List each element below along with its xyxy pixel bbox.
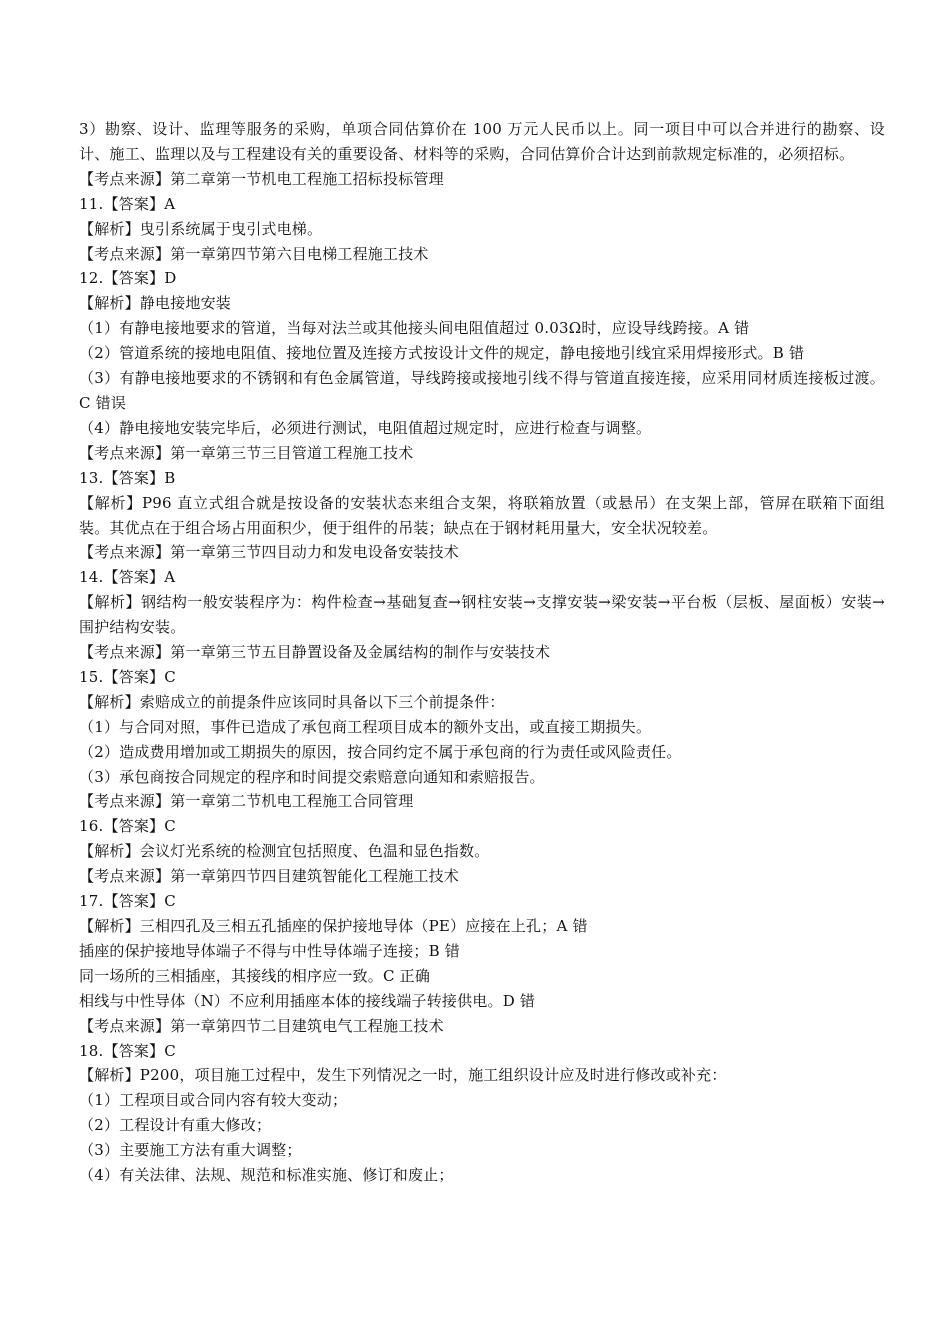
list-item: （4）静电接地安装完毕后，必须进行测试，电阻值超过规定时，应进行检查与调整。 — [79, 418, 652, 437]
analysis-line: 【解析】P200，项目施工过程中，发生下列情况之一时，施工组织设计应及时进行修改或补充： — [79, 1066, 727, 1085]
source-line: 【考点来源】第一章第四节第六目电梯工程施工技术 — [79, 244, 429, 263]
answer-line: 16.【答案】C — [79, 817, 176, 836]
list-item: （4）有关法律、法规、规范和标准实施、修订和废止； — [79, 1166, 454, 1185]
source-line: 【考点来源】第一章第四节二目建筑电气工程施工技术 — [79, 1016, 444, 1035]
analysis-line: 【解析】索赔成立的前提条件应该同时具备以下三个前提条件： — [79, 692, 505, 711]
source-line: 【考点来源】第一章第二节机电工程施工合同管理 — [79, 792, 414, 811]
document-page — [79, 117, 885, 1188]
answer-line: 15.【答案】C — [79, 667, 176, 686]
analysis-line: 【解析】静电接地安装 — [79, 294, 232, 313]
answer-line: 14.【答案】A — [79, 568, 176, 587]
answer-line: 12.【答案】D — [79, 269, 177, 288]
source-line: 【考点来源】第一章第三节四目动力和发电设备安装技术 — [79, 543, 460, 562]
paragraph: 3）勘察、设计、监理等服务的采购，单项合同估算价在 100 万元人民币以上。同一项目中可以合并进行的勘察、设计、施工、监理以及与工程建设有关的重要设备、材料等的采购，合同估算价合计达到前款规定标准的，必须招标。 — [79, 120, 885, 163]
list-item: （2）管道系统的接地电阻值、接地位置及连接方式按设计文件的规定，静电接地引线宜采用焊接形式。B 错 — [79, 344, 805, 363]
text-line: 相线与中性导体（N）不应利用插座本体的接线端子转接供电。D 错 — [79, 991, 536, 1010]
list-item: （3）承包商按合同规定的程序和时间提交索赔意向通知和索赔报告。 — [79, 767, 545, 786]
list-item: （2）造成费用增加或工期损失的原因，按合同约定不属于承包商的行为责任或风险责任。 — [79, 742, 682, 761]
list-item: （2）工程设计有重大修改； — [79, 1116, 272, 1135]
answer-line: 17.【答案】C — [79, 892, 176, 911]
source-line: 【考点来源】第一章第四节四目建筑智能化工程施工技术 — [79, 867, 460, 886]
text-line: 插座的保护接地导体端子不得与中性导体端子连接；B 错 — [79, 941, 460, 960]
source-line: 【考点来源】第一章第三节三目管道工程施工技术 — [79, 443, 414, 462]
answer-line: 11.【答案】A — [79, 194, 176, 213]
list-item: （1）工程项目或合同内容有较大变动； — [79, 1091, 348, 1110]
list-item: （3）有静电接地要求的不锈钢和有色金属管道，导线跨接或接地引线不得与管道直接连接，应采用同材质连接板过渡。C 错误 — [79, 369, 885, 412]
text-line: 同一场所的三相插座，其接线的相序应一致。C 正确 — [79, 966, 431, 985]
answer-line: 13.【答案】B — [79, 468, 176, 487]
list-item: （3）主要施工方法有重大调整； — [79, 1141, 302, 1160]
analysis-line: 【解析】曳引系统属于曳引式电梯。 — [79, 219, 323, 238]
analysis-line: 【解析】钢结构一般安装程序为：构件检查→基础复查→钢柱安装→支撑安装→梁安装→平台板（层板、屋面板）安装→围护结构安装。 — [79, 593, 885, 637]
source-line: 【考点来源】第二章第一节机电工程施工招标投标管理 — [79, 169, 444, 188]
analysis-line: 【解析】会议灯光系统的检测宜包括照度、色温和显色指数。 — [79, 842, 490, 861]
list-item: （1）有静电接地要求的管道，当每对法兰或其他接头间电阻值超过 0.03Ω时，应设导线跨接。A 错 — [79, 319, 750, 338]
source-line: 【考点来源】第一章第三节五目静置设备及金属结构的制作与安装技术 — [79, 643, 551, 662]
answer-line: 18.【答案】C — [79, 1041, 176, 1060]
analysis-line: 【解析】三相四孔及三相五孔插座的保护接地导体（PE）应接在上孔；A 错 — [79, 917, 588, 935]
analysis-line: 【解析】P96 直立式组合就是按设备的安装状态来组合支架，将联箱放置（或悬吊）在支架上部，管屏在联箱下面组装。其优点在于组合场占用面积少，便于组件的吊装；缺点在于钢材耗用量大，安全状况较差。 — [79, 493, 885, 537]
list-item: （1）与合同对照，事件已造成了承包商工程项目成本的额外支出，或直接工期损失。 — [79, 717, 652, 736]
